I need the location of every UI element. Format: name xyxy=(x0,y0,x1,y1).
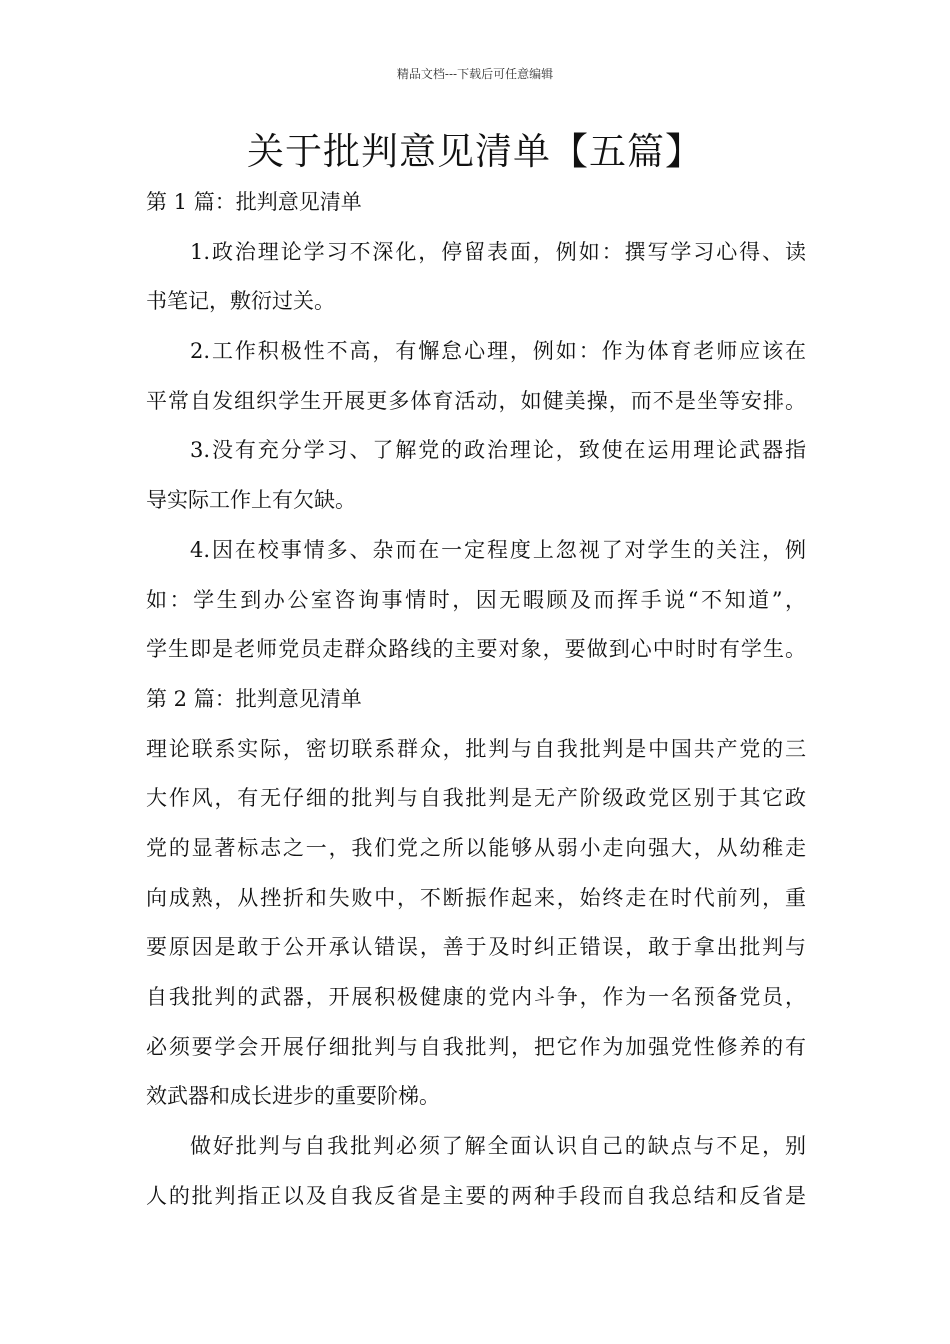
text-line: 效武器和成长进步的重要阶梯。 xyxy=(146,1084,440,1109)
text-line: 1.政治理论学习不深化，停留表面，例如：撰写学习心得、读 xyxy=(190,239,806,264)
text-line: 3.没有充分学习、了解党的政治理论，致使在运用理论武器指 xyxy=(190,438,806,463)
text-line: 人的批判指正以及自我反省是主要的两种手段而自我总结和反省是 xyxy=(146,1183,806,1208)
page-header: 精品文档---下载后可任意编辑 xyxy=(396,67,554,81)
text-line: 要原因是敢于公开承认错误，善于及时纠正错误，敢于拿出批判与 xyxy=(146,935,806,960)
text-line: 第 1 篇：批判意见清单 xyxy=(146,190,362,214)
text-line: 2.工作积极性不高，有懈怠心理，例如：作为体育老师应该在 xyxy=(190,339,806,364)
text-line: 导实际工作上有欠缺。 xyxy=(146,488,356,513)
text-line: 4.因在校事情多、杂而在一定程度上忽视了对学生的关注，例 xyxy=(190,537,806,562)
text-line: 做好批判与自我批判必须了解全面认识自己的缺点与不足，别 xyxy=(190,1134,806,1159)
text-line: 自我批判的武器，开展积极健康的党内斗争，作为一名预备党员， xyxy=(146,985,806,1009)
text-line: 第 2 篇：批判意见清单 xyxy=(146,686,362,711)
document-body xyxy=(146,178,806,1221)
text-line: 向成熟，从挫折和失败中，不断振作起来，始终走在时代前列，重 xyxy=(146,885,806,910)
text-line: 平常自发组织学生开展更多体育活动，如健美操，而不是坐等安排。 xyxy=(146,388,806,413)
text-line: 学生即是老师党员走群众路线的主要对象，要做到心中时时有学生。 xyxy=(146,637,806,662)
document-title: 关于批判意见清单【五篇】 xyxy=(247,130,703,173)
text-line: 必须要学会开展仔细批判与自我批判，把它作为加强党性修养的有 xyxy=(146,1034,806,1059)
text-line: 如：学生到办公室咨询事情时，因无暇顾及而挥手说“不知道”， xyxy=(146,587,806,612)
text-line: 党的显著标志之一，我们党之所以能够从弱小走向强大，从幼稚走 xyxy=(146,835,806,860)
text-line: 理论联系实际，密切联系群众，批判与自我批判是中国共产党的三 xyxy=(146,736,806,761)
text-line: 大作风，有无仔细的批判与自我批判是无产阶级政党区别于其它政 xyxy=(146,786,806,811)
text-line: 书笔记，敷衍过关。 xyxy=(146,289,335,314)
